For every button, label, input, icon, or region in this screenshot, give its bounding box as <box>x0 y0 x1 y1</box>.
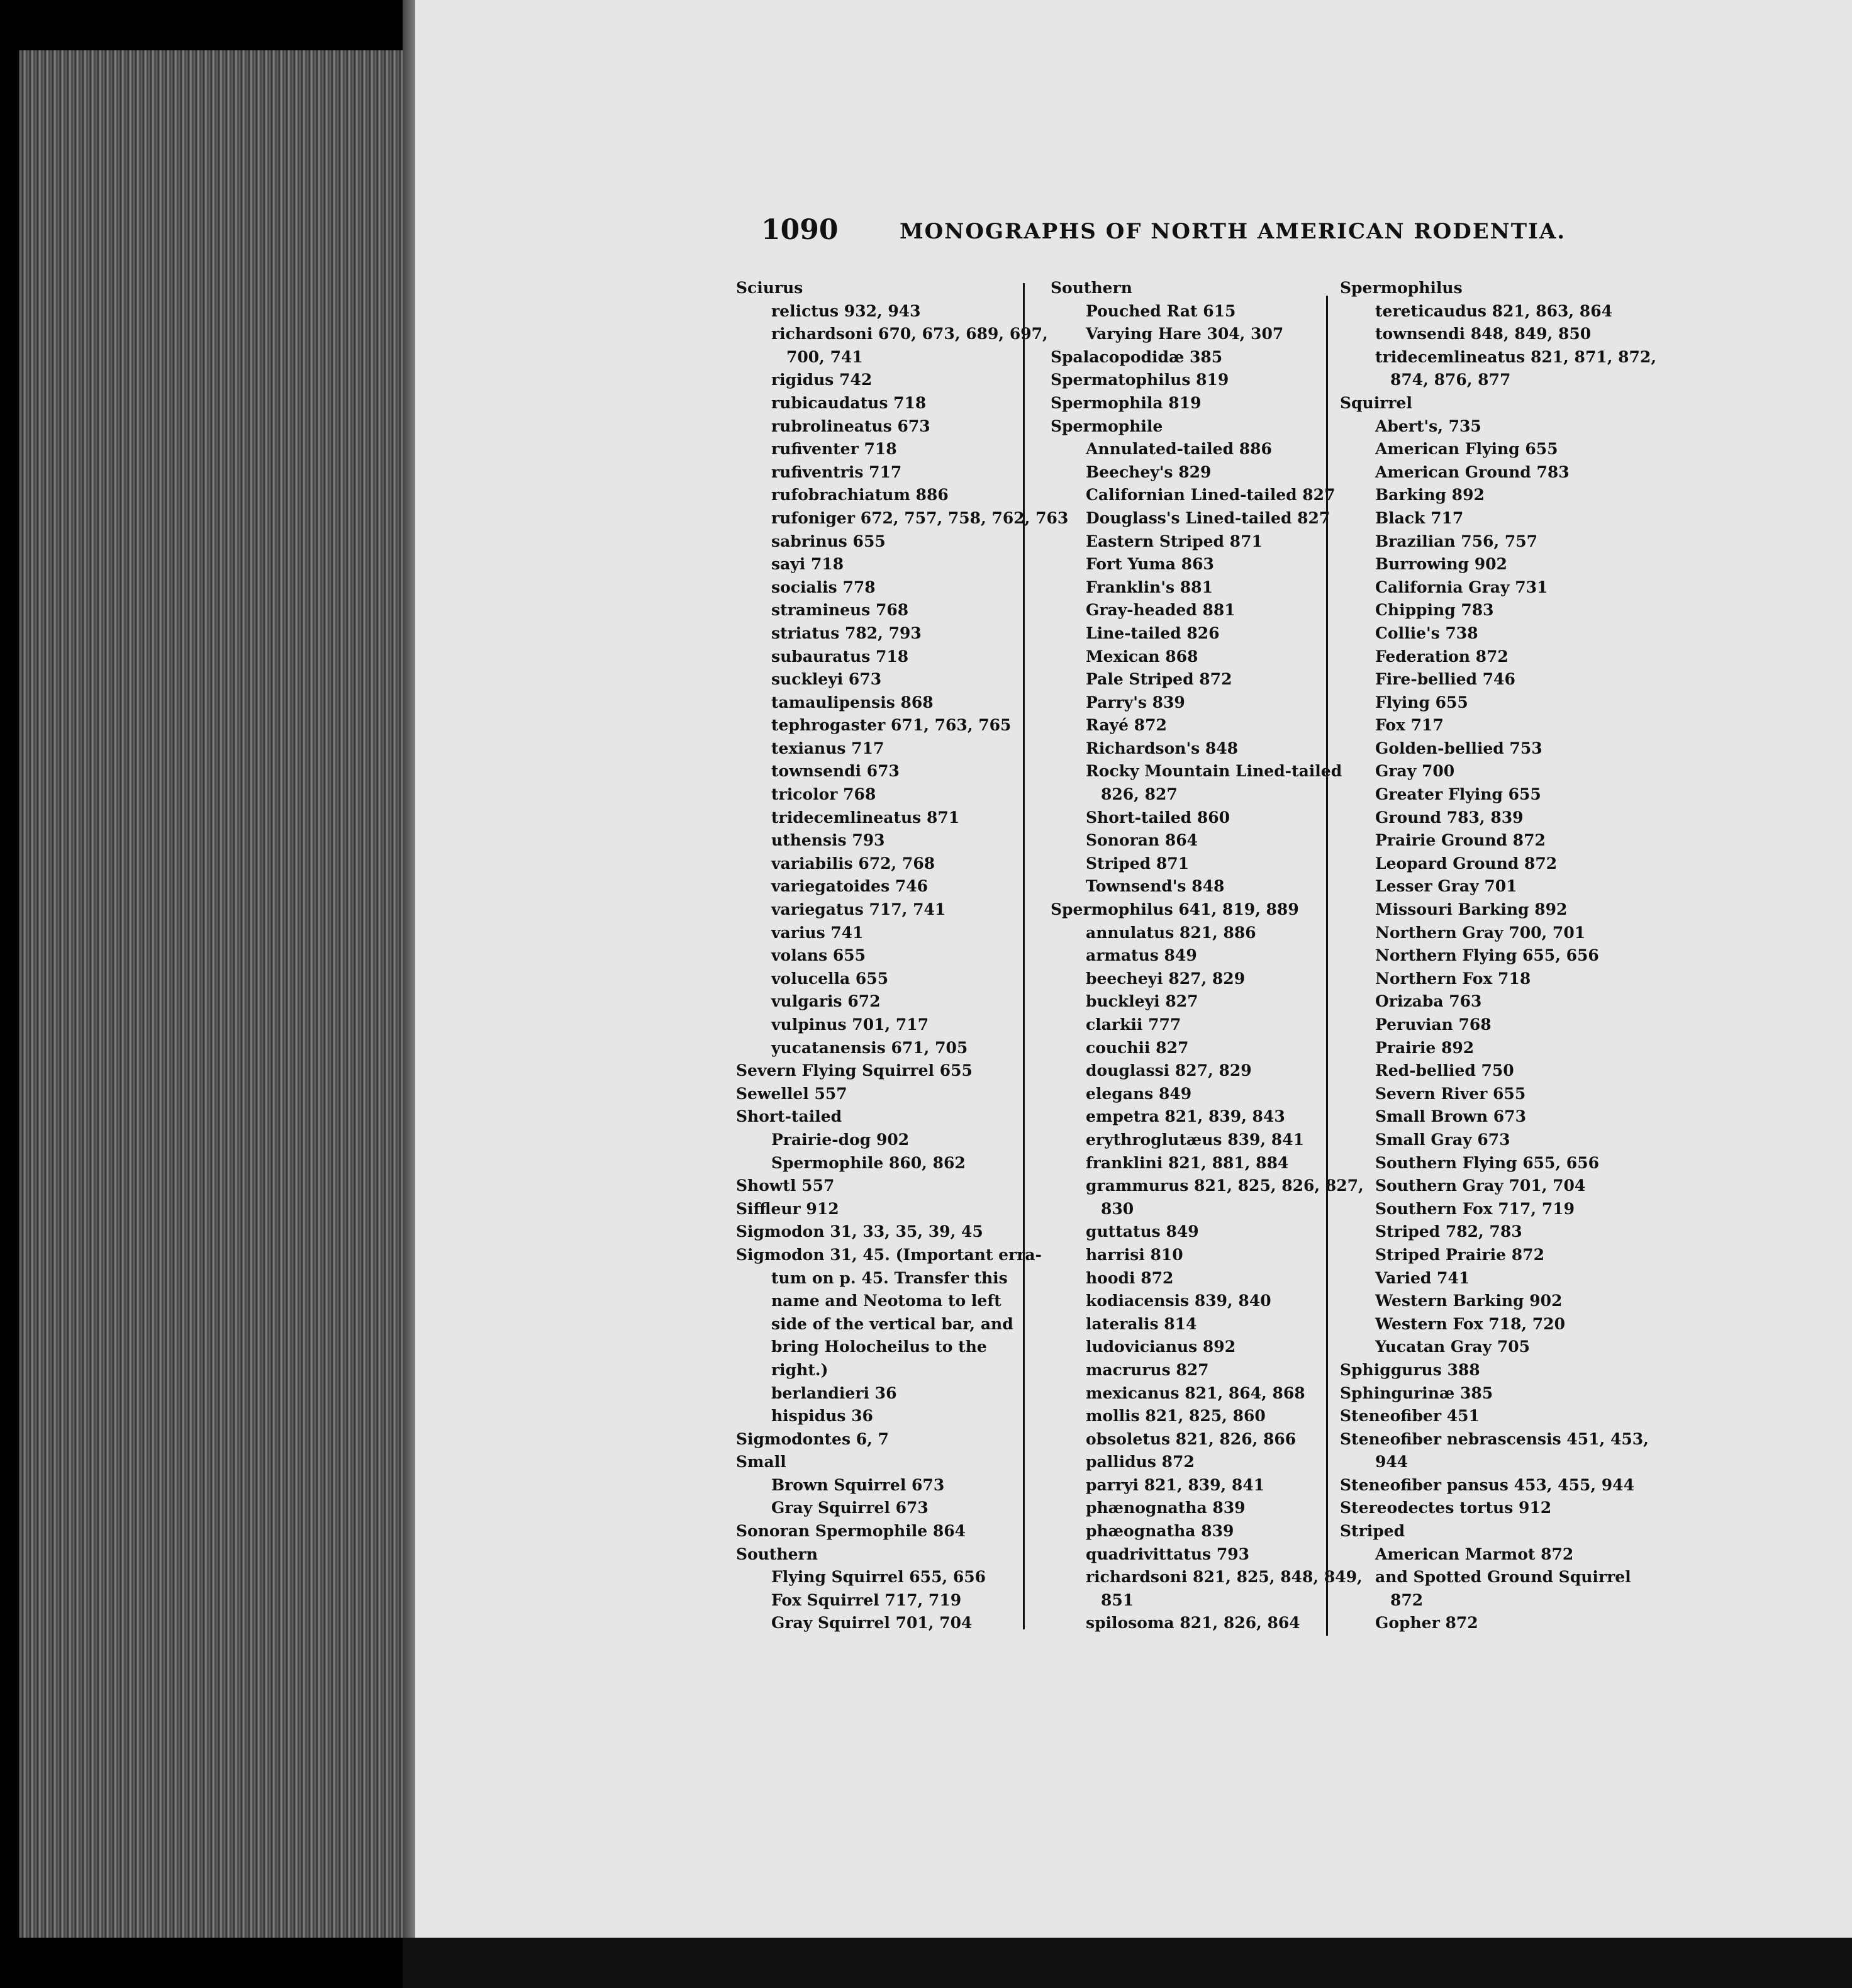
index-entry: rufoniger 672, 757, 758, 762, 763 <box>771 508 1069 527</box>
index-entry: Rayé 872 <box>1086 716 1167 735</box>
index-entry: Ground 783, 839 <box>1375 808 1524 827</box>
index-entry: rufiventris 717 <box>771 462 902 481</box>
index-entry: rubrolineatus 673 <box>771 416 930 435</box>
index-entry: quadrivittatus 793 <box>1086 1544 1250 1563</box>
index-entry: Gray 700 <box>1375 762 1455 781</box>
index-entry: Western Fox 718, 720 <box>1375 1314 1565 1333</box>
index-entry: vulgaris 672 <box>771 992 881 1011</box>
index-entry: Golden-bellied 753 <box>1375 739 1542 757</box>
index-entry: Brown Squirrel 673 <box>771 1475 945 1494</box>
index-entry: townsendi 673 <box>771 762 900 781</box>
index-entry: Red-bellied 750 <box>1375 1061 1514 1080</box>
index-entry: yucatanensis 671, 705 <box>771 1038 968 1057</box>
index-entry: 700, 741 <box>786 347 863 366</box>
index-entry: Sigmodon 31, 45. (Important erra- <box>736 1245 1042 1264</box>
index-entry: Parry's 839 <box>1086 693 1185 712</box>
index-entry: striatus 782, 793 <box>771 623 922 642</box>
index-entry: Northern Fox 718 <box>1375 969 1531 988</box>
index-entry: Southern Fox 717, 719 <box>1375 1199 1575 1218</box>
index-entry: Townsend's 848 <box>1086 877 1225 896</box>
index-entry: variabilis 672, 768 <box>771 854 935 873</box>
index-entry: stramineus 768 <box>771 601 909 620</box>
index-entry: erythroglutæus 839, 841 <box>1086 1130 1304 1149</box>
scan-bottom-margin <box>403 1938 1852 1988</box>
index-entry: 826, 827 <box>1101 785 1178 804</box>
index-entry: franklini 821, 881, 884 <box>1086 1153 1289 1172</box>
index-entry: Sciurus <box>736 279 803 297</box>
book-page-edges <box>19 50 406 1938</box>
index-column-3 <box>1340 277 1657 1635</box>
index-entry: Showtl 557 <box>736 1176 835 1195</box>
index-entry: Leopard Ground 872 <box>1375 854 1558 873</box>
index-entry: Beechey's 829 <box>1086 462 1212 481</box>
index-entry: Striped 782, 783 <box>1375 1222 1522 1241</box>
index-entry: Mexican 868 <box>1086 647 1198 666</box>
index-entry: Fort Yuma 863 <box>1086 555 1214 574</box>
index-entry: Peruvian 768 <box>1375 1015 1492 1034</box>
index-entry: rigidus 742 <box>771 371 873 389</box>
index-entry: Steneofiber nebrascensis 451, 453, <box>1340 1429 1649 1448</box>
index-entry: American Ground 783 <box>1375 462 1570 481</box>
index-entry: Franklin's 881 <box>1086 578 1213 596</box>
index-entry: Striped <box>1340 1522 1405 1541</box>
index-entry: Sewellel 557 <box>736 1084 847 1103</box>
index-entry: 851 <box>1101 1590 1134 1609</box>
index-entry: rubicaudatus 718 <box>771 393 927 412</box>
index-entry: name and Neotoma to left <box>771 1292 1001 1310</box>
index-entry: Striped Prairie 872 <box>1375 1245 1544 1264</box>
index-entry: 874, 876, 877 <box>1390 371 1511 389</box>
index-entry: spilosoma 821, 826, 864 <box>1086 1614 1300 1633</box>
index-entry: Prairie-dog 902 <box>771 1130 910 1149</box>
index-column-1 <box>736 277 1069 1635</box>
index-entry: Small Brown 673 <box>1375 1107 1526 1126</box>
index-entry: Short-tailed <box>736 1107 842 1126</box>
index-entry: Line-tailed 826 <box>1086 623 1220 642</box>
index-entry: Pale Striped 872 <box>1086 670 1232 689</box>
index-entry: Southern Flying 655, 656 <box>1375 1153 1599 1172</box>
index-entry: Fox Squirrel 717, 719 <box>771 1590 962 1609</box>
index-entry: Northern Flying 655, 656 <box>1375 946 1599 965</box>
index-entry: Southern Gray 701, 704 <box>1375 1176 1586 1195</box>
index-entry: Greater Flying 655 <box>1375 785 1541 804</box>
page-number: 1090 <box>761 214 839 246</box>
index-entry: Severn River 655 <box>1375 1084 1526 1103</box>
index-entry: hispidus 36 <box>771 1407 873 1426</box>
index-entry: grammurus 821, 825, 826, 827, <box>1086 1176 1364 1195</box>
index-entry: California Gray 731 <box>1375 578 1548 596</box>
index-entry: berlandieri 36 <box>771 1383 897 1402</box>
index-entry: mexicanus 821, 864, 868 <box>1086 1383 1305 1402</box>
index-entry: Brazilian 756, 757 <box>1375 532 1538 550</box>
index-entry: sabrinus 655 <box>771 532 886 550</box>
index-entry: Flying Squirrel 655, 656 <box>771 1568 986 1587</box>
index-entry: subauratus 718 <box>771 647 909 666</box>
index-entry: townsendi 848, 849, 850 <box>1375 325 1592 343</box>
index-entry: buckleyi 827 <box>1086 992 1198 1011</box>
index-entry: douglassi 827, 829 <box>1086 1061 1252 1080</box>
index-entry: Squirrel <box>1340 393 1412 412</box>
index-entry: Sigmodontes 6, 7 <box>736 1429 889 1448</box>
index-entry: Prairie Ground 872 <box>1375 831 1546 850</box>
index-entry: Small <box>736 1453 786 1471</box>
index-entry: Spermophila 819 <box>1051 393 1202 412</box>
index-entry: macrurus 827 <box>1086 1360 1209 1379</box>
index-entry: and Spotted Ground Squirrel <box>1375 1568 1631 1587</box>
index-entry: Gopher 872 <box>1375 1614 1478 1633</box>
index-entry: elegans 849 <box>1086 1084 1192 1103</box>
index-entry: ludovicianus 892 <box>1086 1337 1236 1356</box>
index-entry: variegatus 717, 741 <box>771 900 946 919</box>
index-entry: volucella 655 <box>771 969 889 988</box>
index-entry: Chipping 783 <box>1375 601 1494 620</box>
index-entry: 872 <box>1390 1590 1424 1609</box>
index-entry: Burrowing 902 <box>1375 555 1507 574</box>
index-entry: beecheyi 827, 829 <box>1086 969 1246 988</box>
index-entry: Prairie 892 <box>1375 1038 1475 1057</box>
index-entry: varius 741 <box>771 923 864 942</box>
index-entry: armatus 849 <box>1086 946 1197 965</box>
index-entry: couchii 827 <box>1086 1038 1189 1057</box>
index-entry: Pouched Rat 615 <box>1086 301 1236 320</box>
index-entry: Flying 655 <box>1375 693 1468 712</box>
index-entry: Stereodectes tortus 912 <box>1340 1499 1552 1517</box>
index-entry: Northern Gray 700, 701 <box>1375 923 1586 942</box>
index-entry: tridecemlineatus 871 <box>771 808 960 827</box>
index-entry: Missouri Barking 892 <box>1375 900 1568 919</box>
index-entry: Siffleur 912 <box>736 1199 839 1218</box>
index-entry: Annulated-tailed 886 <box>1086 440 1272 459</box>
index-entry: side of the vertical bar, and <box>771 1314 1013 1333</box>
index-entry: American Marmot 872 <box>1375 1544 1574 1563</box>
index-entry: Black 717 <box>1375 508 1464 527</box>
index-entry: parryi 821, 839, 841 <box>1086 1475 1265 1494</box>
index-entry: Varied 741 <box>1375 1268 1470 1287</box>
index-entry: Fire-bellied 746 <box>1375 670 1515 689</box>
index-entry: suckleyi 673 <box>771 670 882 689</box>
index-entry: 830 <box>1101 1199 1134 1218</box>
index-entry: Short-tailed 860 <box>1086 808 1230 827</box>
index-entry: Varying Hare 304, 307 <box>1086 325 1284 343</box>
index-entry: harrisi 810 <box>1086 1245 1183 1264</box>
index-entry: Gray Squirrel 673 <box>771 1499 929 1517</box>
index-entry: Sphiggurus 388 <box>1340 1360 1480 1379</box>
index-entry: Spalacopodidæ 385 <box>1051 347 1223 366</box>
index-entry: tridecemlineatus 821, 871, 872, <box>1375 347 1657 366</box>
index-entry: tricolor 768 <box>771 785 876 804</box>
index-entry: 944 <box>1375 1453 1409 1471</box>
index-entry: richardsoni 821, 825, 848, 849, <box>1086 1568 1363 1587</box>
index-entry: clarkii 777 <box>1086 1015 1181 1034</box>
index-entry: Abert's, 735 <box>1375 416 1481 435</box>
index-entry: tereticaudus 821, 863, 864 <box>1375 301 1612 320</box>
index-entry: Sonoran Spermophile 864 <box>736 1522 966 1541</box>
index-entry: right.) <box>771 1360 828 1379</box>
index-entry: Fox 717 <box>1375 716 1444 735</box>
index-entry: Yucatan Gray 705 <box>1375 1337 1531 1356</box>
index-entry: lateralis 814 <box>1086 1314 1197 1333</box>
index-entry: socialis 778 <box>771 578 876 596</box>
index-entry: phæognatha 839 <box>1086 1522 1234 1541</box>
index-entry: variegatoides 746 <box>771 877 929 896</box>
index-entry: Orizaba 763 <box>1375 992 1482 1011</box>
index-entry: sayi 718 <box>771 555 844 574</box>
index-entry: volans 655 <box>771 946 866 965</box>
index-entry: Federation 872 <box>1375 647 1509 666</box>
index-entry: Southern <box>1051 279 1132 297</box>
page-header <box>761 214 1566 252</box>
index-entry: tum on p. 45. Transfer this <box>771 1268 1008 1287</box>
index-entry: Eastern Striped 871 <box>1086 532 1263 550</box>
index-entry: Southern <box>736 1544 818 1563</box>
index-entry: relictus 932, 943 <box>771 301 921 320</box>
index-entry: Barking 892 <box>1375 486 1485 505</box>
index-entry: hoodi 872 <box>1086 1268 1174 1287</box>
index-entry: rufiventer 718 <box>771 440 897 459</box>
index-entry: Lesser Gray 701 <box>1375 877 1517 896</box>
index-entry: Richardson's 848 <box>1086 739 1239 757</box>
index-entry: richardsoni 670, 673, 689, 697, <box>771 325 1048 343</box>
index-entry: phænognatha 839 <box>1086 1499 1246 1517</box>
index-entry: Severn Flying Squirrel 655 <box>736 1061 973 1080</box>
index-entry: Douglass's Lined-tailed 827 <box>1086 508 1330 527</box>
index-entry: Small Gray 673 <box>1375 1130 1510 1149</box>
index-entry: Spermophilus 641, 819, 889 <box>1051 900 1299 919</box>
index-entry: Steneofiber 451 <box>1340 1407 1480 1426</box>
index-entry: Spermophile 860, 862 <box>771 1153 966 1172</box>
running-head: MONOGRAPHS OF NORTH AMERICAN RODENTIA. <box>900 219 1566 244</box>
index-entry: annulatus 821, 886 <box>1086 923 1256 942</box>
index-entry: tamaulipensis 868 <box>771 693 934 712</box>
index-entry: rufobrachiatum 886 <box>771 486 949 505</box>
index-entry: Spermatophilus 819 <box>1051 371 1229 389</box>
index-entry: Spermophile <box>1051 416 1163 435</box>
index-entry: American Flying 655 <box>1375 440 1558 459</box>
index-entry: empetra 821, 839, 843 <box>1086 1107 1285 1126</box>
index-entry: Western Barking 902 <box>1375 1292 1563 1310</box>
index-entry: vulpinus 701, 717 <box>771 1015 929 1034</box>
index-entry: kodiacensis 839, 840 <box>1086 1292 1271 1310</box>
index-entry: guttatus 849 <box>1086 1222 1199 1241</box>
index-entry: Spermophilus <box>1340 279 1463 297</box>
index-column-2 <box>1051 277 1364 1635</box>
index-entry: Sphingurinæ 385 <box>1340 1383 1493 1402</box>
index-entry: Collie's 738 <box>1375 623 1478 642</box>
index-entry: pallidus 872 <box>1086 1453 1195 1471</box>
index-entry: uthensis 793 <box>771 831 885 850</box>
index-entry: mollis 821, 825, 860 <box>1086 1407 1266 1426</box>
index-entry: Sigmodon 31, 33, 35, 39, 45 <box>736 1222 983 1241</box>
index-entry: Gray Squirrel 701, 704 <box>771 1614 973 1633</box>
index-entry: Striped 871 <box>1086 854 1190 873</box>
index-entry: texianus 717 <box>771 739 884 757</box>
index-entry: obsoletus 821, 826, 866 <box>1086 1429 1297 1448</box>
index-entry: Steneofiber pansus 453, 455, 944 <box>1340 1475 1634 1494</box>
index-entry: Sonoran 864 <box>1086 831 1198 850</box>
index-entry: Gray-headed 881 <box>1086 601 1236 620</box>
index-entry: Rocky Mountain Lined-tailed <box>1086 762 1342 781</box>
index-entry: bring Holocheilus to the <box>771 1337 987 1356</box>
index-entry: tephrogaster 671, 763, 765 <box>771 716 1012 735</box>
index-entry: Californian Lined-tailed 827 <box>1086 486 1336 505</box>
